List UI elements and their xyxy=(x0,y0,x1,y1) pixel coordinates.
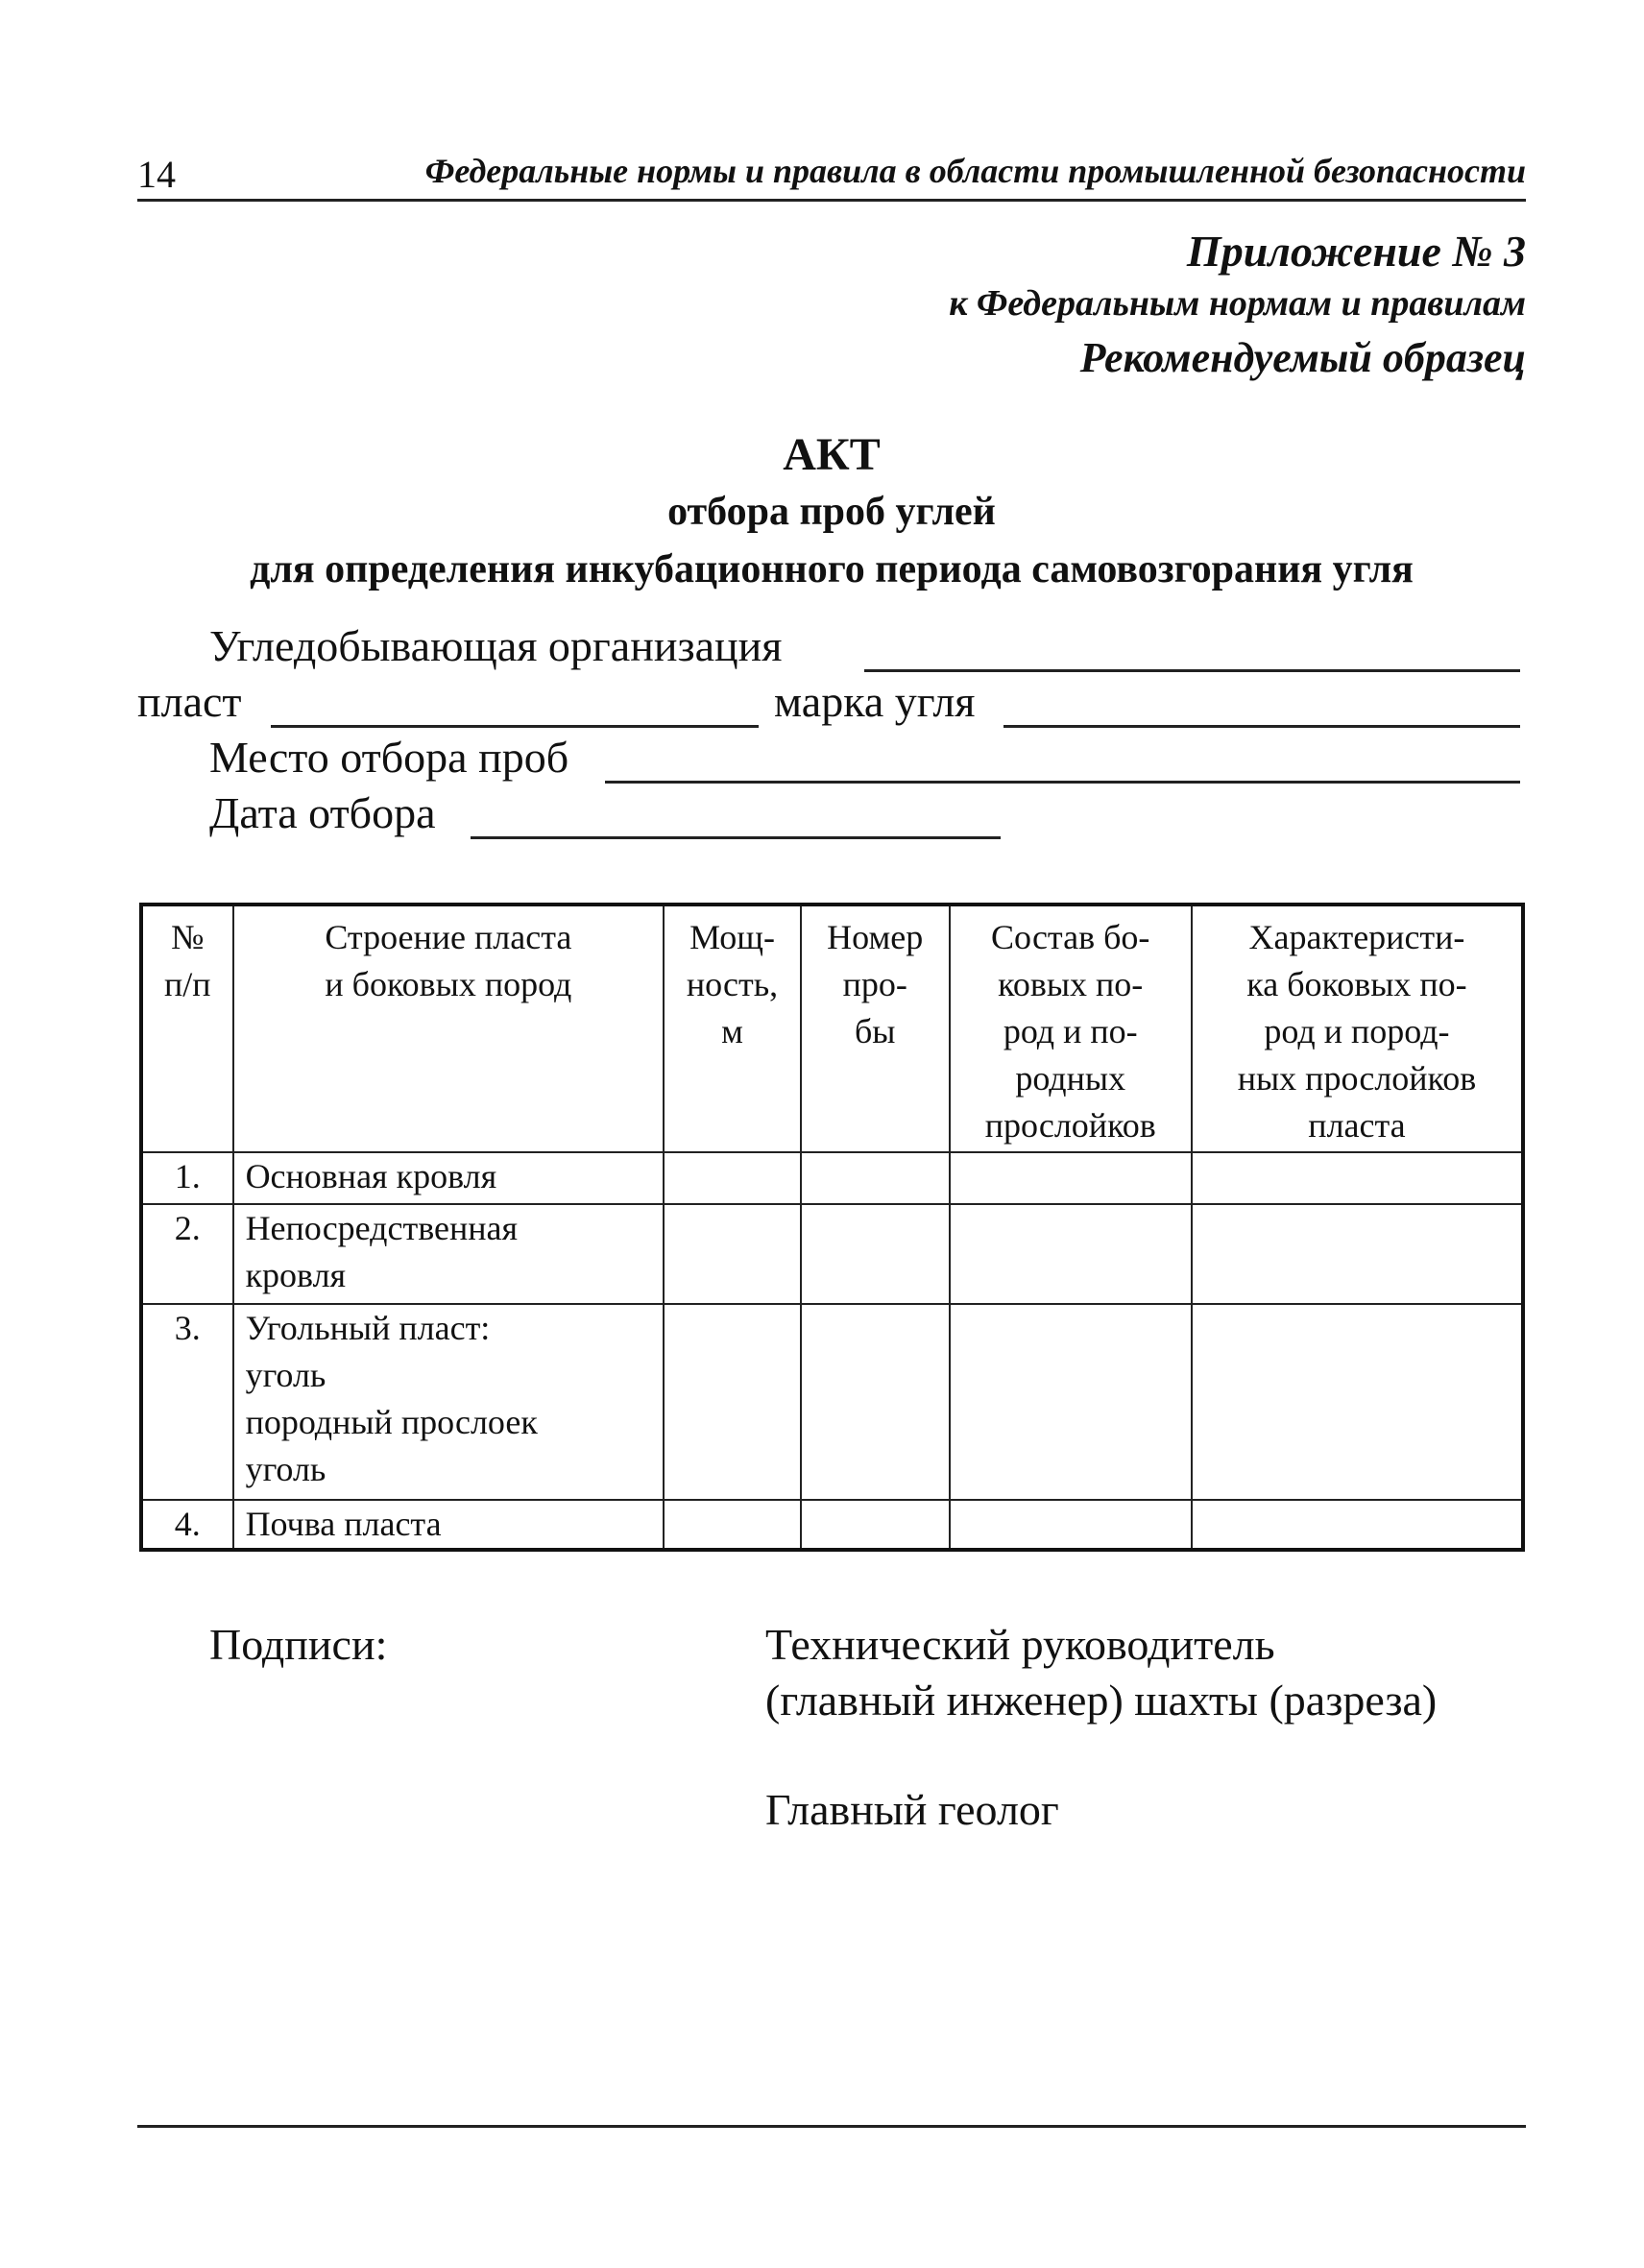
seam-field-line[interactable] xyxy=(271,725,759,728)
tech-director-title-line2: (главный инженер) шахты (разреза) xyxy=(765,1676,1438,1725)
header-cell-characteristics: Характеристи- ка боковых по- род и пород- ных прослойков пласта xyxy=(1192,905,1523,1152)
chief-geologist-title: Главный геолог xyxy=(765,1785,1059,1834)
appendix-number: Приложение № 3 xyxy=(1186,227,1526,276)
page-number: 14 xyxy=(137,153,176,196)
characteristics-cell[interactable] xyxy=(1192,1204,1523,1304)
sampling-date-label: Дата отбора xyxy=(209,788,436,837)
samples-table xyxy=(139,903,1525,1552)
organization-label: Угледобывающая организация xyxy=(209,621,783,670)
table-row xyxy=(141,1204,1523,1304)
row-number: 2. xyxy=(141,1204,233,1304)
header-cell-sample-number: Номер про- бы xyxy=(801,905,950,1152)
thickness-cell[interactable] xyxy=(664,1152,801,1204)
sample-number-cell[interactable] xyxy=(801,1204,950,1304)
document-subtitle-1: отбора проб углей xyxy=(667,490,996,534)
header-cell-thickness: Мощ- ность, м xyxy=(664,905,801,1152)
header-cell-composition: Состав бо- ковых по- род и по- родных прослойков xyxy=(950,905,1192,1152)
running-title: Федеральные нормы и правила в области промышленной безопасности xyxy=(424,152,1526,190)
thickness-cell[interactable] xyxy=(664,1304,801,1500)
table-header-row xyxy=(141,905,1523,1152)
composition-cell[interactable] xyxy=(950,1152,1192,1204)
coal-grade-label: марка угля xyxy=(774,677,976,726)
sample-number-cell[interactable] xyxy=(801,1304,950,1500)
row-layer-name: Угольный пласт: уголь породный прослоек уголь xyxy=(233,1304,665,1500)
signatures-label: Подписи: xyxy=(209,1620,388,1669)
sample-number-cell[interactable] xyxy=(801,1500,950,1550)
footer-divider xyxy=(137,2125,1526,2128)
header-cell-structure: Строение пласта и боковых пород xyxy=(233,905,665,1152)
coal-grade-field-line[interactable] xyxy=(1003,725,1520,728)
header-cell-number: № п/п xyxy=(141,905,233,1152)
composition-cell[interactable] xyxy=(950,1304,1192,1500)
organization-field-line[interactable] xyxy=(864,669,1520,672)
sampling-place-label: Место отбора проб xyxy=(209,733,569,782)
characteristics-cell[interactable] xyxy=(1192,1304,1523,1500)
table-row xyxy=(141,1152,1523,1204)
composition-cell[interactable] xyxy=(950,1204,1192,1304)
seam-label: пласт xyxy=(137,677,242,726)
document-title: АКТ xyxy=(783,429,881,480)
row-number: 1. xyxy=(141,1152,233,1204)
row-number: 3. xyxy=(141,1304,233,1500)
appendix-reference: к Федеральным нормам и правилам xyxy=(949,283,1526,324)
sampling-date-field-line[interactable] xyxy=(471,836,1001,839)
table-row xyxy=(141,1304,1523,1500)
row-number: 4. xyxy=(141,1500,233,1550)
row-layer-name: Основная кровля xyxy=(233,1152,665,1204)
thickness-cell[interactable] xyxy=(664,1204,801,1304)
thickness-cell[interactable] xyxy=(664,1500,801,1550)
characteristics-cell[interactable] xyxy=(1192,1152,1523,1204)
header-divider xyxy=(137,199,1526,202)
sampling-place-field-line[interactable] xyxy=(605,781,1520,784)
appendix-sample-note: Рекомендуемый образец xyxy=(1079,334,1526,381)
document-subtitle-2: для определения инкубационного периода самовозгорания угля xyxy=(250,547,1414,591)
row-layer-name: Непосредственная кровля xyxy=(233,1204,665,1304)
row-layer-name: Почва пласта xyxy=(233,1500,665,1550)
sample-number-cell[interactable] xyxy=(801,1152,950,1204)
tech-director-title-line1: Технический руководитель xyxy=(765,1620,1275,1669)
characteristics-cell[interactable] xyxy=(1192,1500,1523,1550)
table-row xyxy=(141,1500,1523,1550)
composition-cell[interactable] xyxy=(950,1500,1192,1550)
